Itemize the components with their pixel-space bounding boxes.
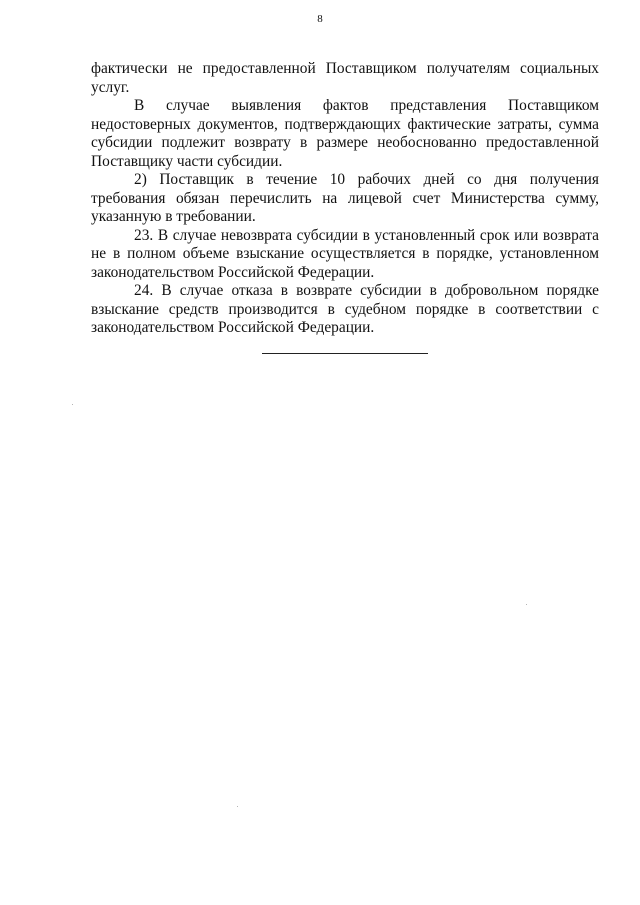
document-body: [91, 60, 599, 338]
scan-speck: [72, 404, 73, 405]
paragraph-item-2-transfer: 2) Поставщик в течение 10 рабочих дней со дня получения требования обязан перечислить на лицевой счет Министерства сумму, указанную в требовании.: [91, 171, 599, 225]
paragraph-continuation: фактически не предоставленной Поставщиком получателям социальных услуг.: [91, 60, 599, 96]
end-of-document-line: [262, 353, 428, 354]
paragraph-item-23-non-return: 23. В случае невозврата субсидии в установленный срок или возврата не в полном объеме взыскание осуществляется в порядке, установленном законодательством Российской Федерации.: [91, 226, 599, 281]
paragraph-refund-false-documents: В случае выявления фактов представления Поставщиком недостоверных документов, подтверждающих фактические затраты, сумма субсидии подлежит возврату в размере необоснованно предоставленной Поставщику части субсидии.: [91, 97, 599, 170]
page-number: 8: [317, 13, 323, 25]
scan-speck: [526, 604, 527, 605]
paragraph-item-24-refusal: 24. В случае отказа в возврате субсидии в добровольном порядке взыскание средств производится в судебном порядке в соответствии с законодательством Российской Федерации.: [91, 282, 599, 336]
scan-speck: [237, 806, 238, 807]
